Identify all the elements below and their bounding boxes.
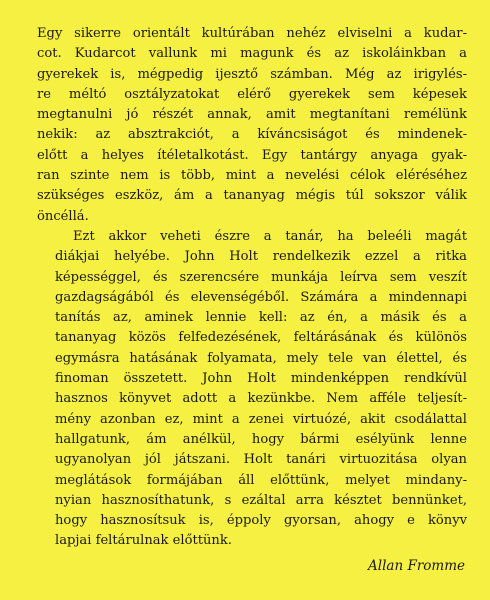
text-line: re méltó osztályzatokat elérő gyerekek sem képesek	[37, 86, 467, 102]
text-line: ugyanolyan jól játszani. Holt tanári virtuozitása olyan	[55, 452, 467, 468]
text-line: öncéllá.	[37, 208, 89, 224]
text-line: Ezt akkor veheti észre a tanár, ha beleéli magát	[73, 228, 467, 244]
text-line: finoman összetett. John Holt mindenképpen rendkívül	[55, 371, 467, 387]
text-line: tanítás az, aminek lennie kell: az én, a másik és a	[55, 310, 467, 326]
text-line: hasznos könyvet adott a kezünkbe. Nem afféle teljesít-	[55, 391, 467, 407]
text-line: nyian hasznosíthatunk, s ezáltal arra késztet bennünket,	[55, 492, 467, 508]
text-line: lapjai feltárulnak előttünk.	[55, 533, 232, 549]
paragraph-1	[37, 24, 467, 227]
text-line: előtt a helyes ítéletalkotást. Egy tantárgy anyaga gyak-	[37, 147, 467, 163]
text-line: cot. Kudarcot vallunk mi magunk és az iskoláinkban a	[37, 46, 467, 62]
body-text	[37, 24, 467, 552]
text-line: ran szinte nem is több, mint a nevelési célok eléréséhez	[37, 168, 467, 184]
text-line: mény azonban ez, mint a zenei virtuózé, akit csodálattal	[55, 411, 467, 427]
text-line: tananyag közös felfedezésének, feltárásának és különös	[55, 330, 467, 346]
text-line: képességgel, és szerencsére munkája leírva sem veszít	[55, 269, 467, 285]
text-line: egymásra hatásának folyamata, mely tele van élettel, és	[55, 350, 467, 366]
paragraph-2	[37, 227, 467, 552]
text-line: nekik: az absztrakciót, a kíváncsiságot és mindenek-	[37, 127, 467, 143]
text-line: Egy sikerre orientált kultúrában nehéz elviselni a kudar-	[37, 26, 467, 41]
author-signature: Allan Fromme	[368, 558, 465, 574]
text-line: hogy hasznosítsuk is, éppoly gyorsan, ahogy e könyv	[55, 513, 467, 529]
text-line: szükséges eszköz, ám a tananyag mégis túl sokszor válik	[37, 188, 467, 204]
text-line: gazdagságából és elevenségéből. Számára a mindennapi	[55, 289, 467, 305]
text-line: diákjai helyébe. John Holt rendelkezik ezzel a ritka	[55, 249, 467, 265]
text-line: meglátások formájában áll előttünk, melyet mindany-	[55, 472, 467, 488]
text-line: megtanulni jó részét annak, amit megtanítani remélünk	[37, 107, 467, 123]
text-line: hallgatunk, ám anélkül, hogy bármi esélyünk lenne	[55, 431, 467, 447]
text-line: gyerekek is, mégpedig ijesztő számban. Még az irigylés-	[37, 66, 467, 82]
